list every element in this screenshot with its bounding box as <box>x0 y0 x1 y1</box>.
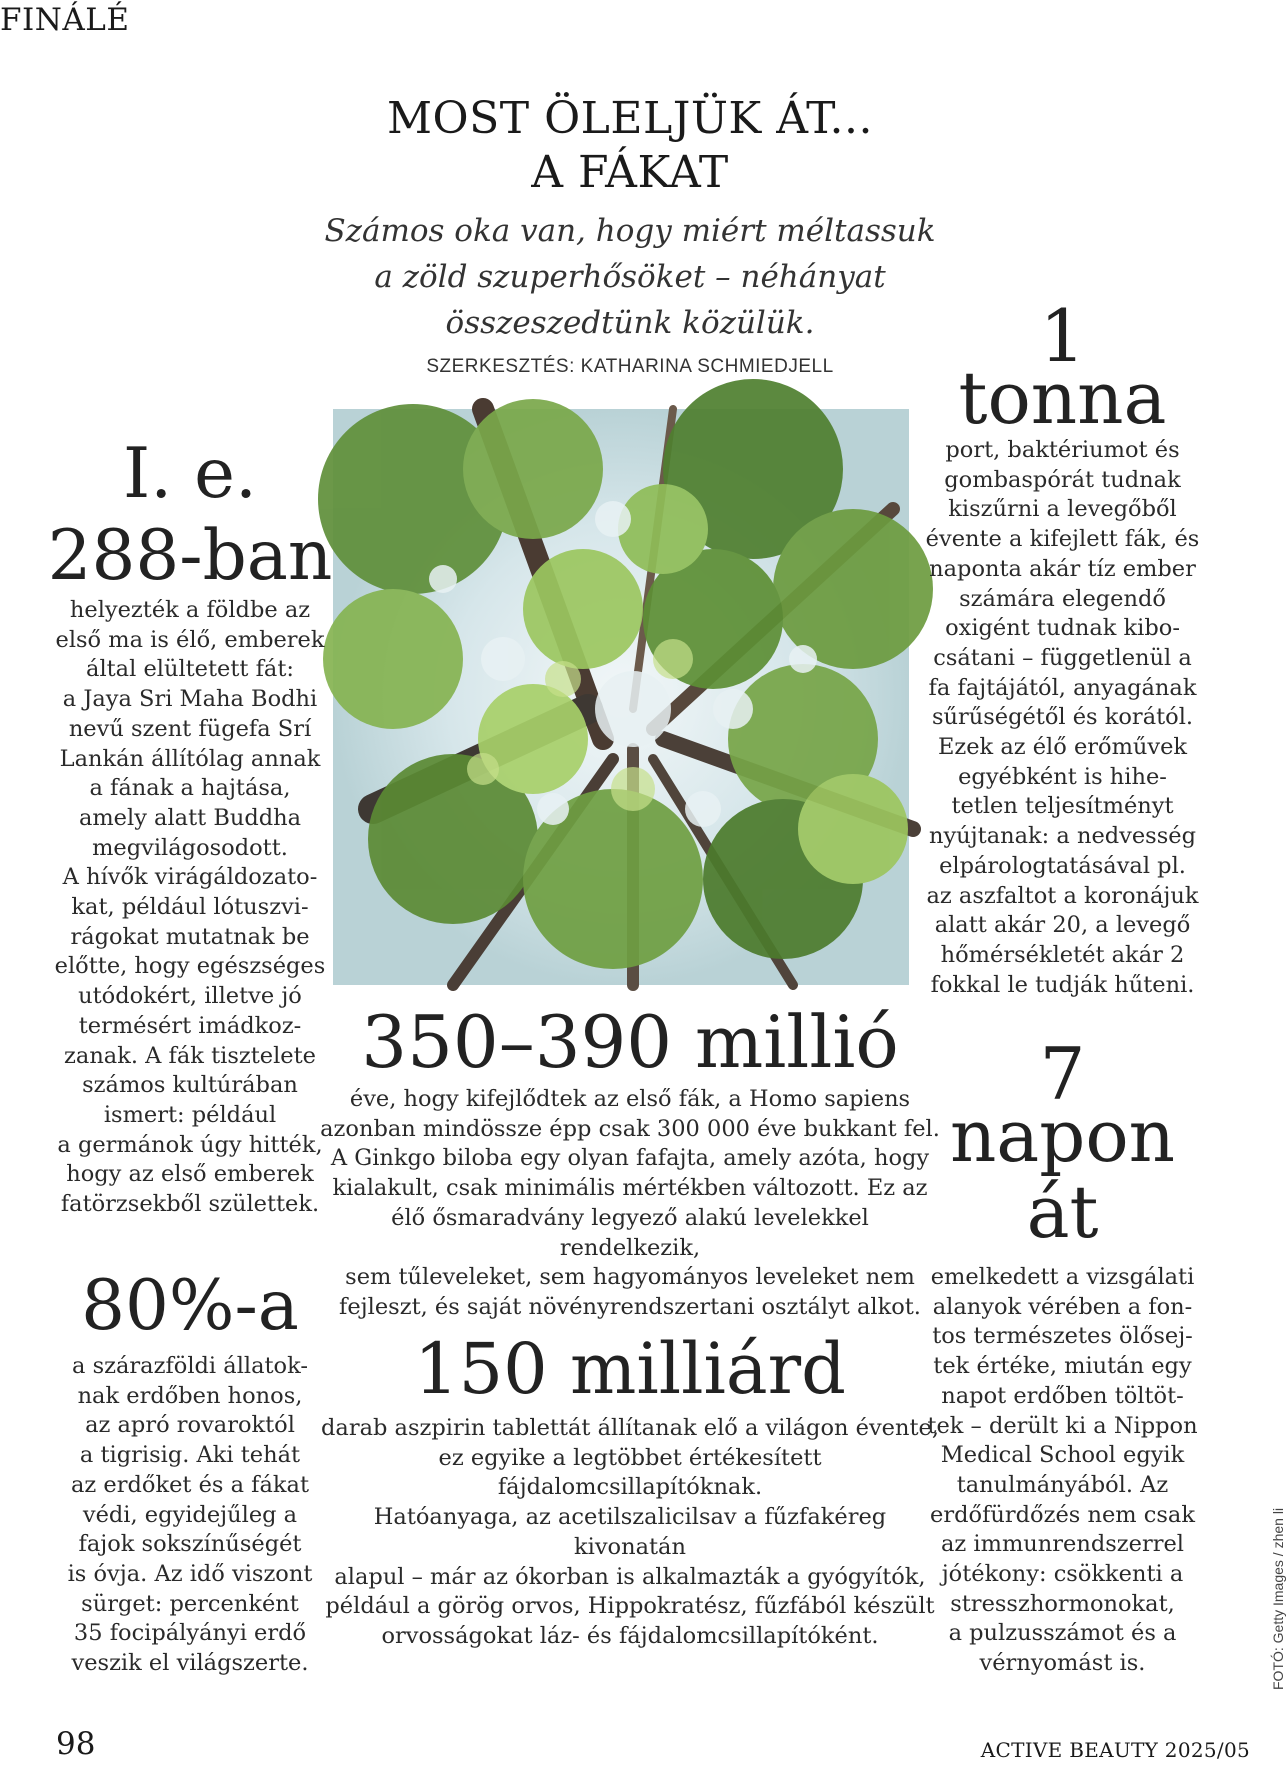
text-line: port, baktériumot és <box>945 437 1180 463</box>
text-line: gombaspórát tudnak <box>944 466 1181 493</box>
text-line: évente a kifejlett fák, és <box>925 526 1200 553</box>
text-line: fokkal le tudják hűteni. <box>930 971 1195 998</box>
text-line: sem tűleveleket, sem hagyományos leveleket nem <box>345 1264 915 1291</box>
tree-canopy-photo <box>333 409 909 985</box>
text-line: például a görög orvos, Hippokratész, fűzfából készült <box>325 1593 935 1620</box>
text-line: előtte, hogy egészséges <box>54 953 326 980</box>
text-line: emelkedett a vizsgálati <box>930 1264 1195 1290</box>
text-line: sürget: percenként <box>81 1590 299 1617</box>
text-line: számára elegendő <box>959 585 1166 612</box>
text-line: alatt akár 20, a levegő <box>934 912 1191 939</box>
fact-7-text <box>920 1263 1205 1679</box>
magazine-issue: ACTIVE BEAUTY 2025/05 <box>980 1738 1250 1762</box>
text-line: által elültetett fát: <box>86 656 294 683</box>
text-line: ez egyike a legtöbbet értékesített fájdalomcsillapítóknak. <box>438 1444 822 1501</box>
text-line: a Jaya Sri Maha Bodhi <box>62 686 318 713</box>
text-line: Medical School egyik <box>940 1442 1185 1469</box>
title-line-2: A FÁKAT <box>531 147 729 198</box>
text-line: a germánok úgy hitték, <box>57 1131 323 1158</box>
fact-288-big-line-1: I. e. <box>123 434 257 514</box>
text-line: éve, hogy kifejlődtek az első fák, a Homo sapiens <box>349 1086 911 1112</box>
fact-7-big-line-1: 7 <box>1039 1032 1086 1116</box>
text-line: azonban mindössze épp csak 300 000 éve bukkant fel. <box>320 1115 940 1142</box>
text-line: élő ősmaradvány legyező alakú levelekkel rendelkezik, <box>391 1204 869 1261</box>
title-line-1: MOST ÖLELJÜK ÁT... <box>386 93 874 144</box>
fact-150-text <box>320 1414 940 1652</box>
text-line: jótékony: csökkenti a <box>941 1561 1184 1588</box>
text-line: A hívők virágáldozato- <box>62 864 318 891</box>
text-line: amely alatt Buddha <box>78 804 302 831</box>
fact-288-big-line-2: 288-ban <box>47 516 333 596</box>
text-line: is óvja. Az idő viszont <box>67 1560 313 1587</box>
text-line: darab aszpirin tablettát állítanak elő a világon évente, <box>321 1415 939 1441</box>
page-number: 98 <box>56 1726 96 1762</box>
text-line: napot erdőben töltöt- <box>941 1382 1184 1409</box>
text-line: helyezték a földbe az <box>69 597 311 623</box>
text-line: stresszhormonokat, <box>950 1590 1175 1617</box>
lede-line-2: a zöld szuperhősöket – néhányat <box>374 259 886 295</box>
text-line: első ma is élő, emberek <box>55 626 325 653</box>
tree-canopy-illustration <box>333 409 909 985</box>
text-line: termésért imádkoz- <box>78 1012 302 1039</box>
text-line: védi, egyidejűleg a <box>82 1501 298 1528</box>
photo-credit: FOTÓ: Getty Images / zhen li <box>1270 1507 1286 1690</box>
text-line: orvosságokat láz- és fájdalomcsillapítóként. <box>381 1622 879 1649</box>
fact-350-text <box>320 1085 940 1323</box>
text-line: hőmérsékletét akár 2 <box>940 941 1185 968</box>
text-line: tek – derült ki a Nippon <box>927 1412 1198 1439</box>
lede-line-1: Számos oka van, hogy miért méltassuk <box>324 213 936 249</box>
text-line: fatörzsekből születtek. <box>60 1191 320 1218</box>
text-line: kialakult, csak minimális mértékben változott. Ez az <box>332 1175 928 1202</box>
text-line: 35 focipályányi erdő <box>73 1620 307 1647</box>
text-line: nevű szent fügefa Srí <box>68 715 312 742</box>
text-line: fejleszt, és saját növényrendszertani osztályt alkot. <box>339 1293 921 1320</box>
text-line: az aszfaltot a koronájuk <box>926 882 1199 909</box>
text-line: Hatóanyaga, az acetilszalicilsav a fűzfakéreg kivonatán <box>373 1504 887 1560</box>
text-line: ismert: például <box>103 1101 277 1128</box>
fact-150-big: 150 milliárd <box>414 1328 846 1410</box>
text-line: Ezek az élő erőművek <box>937 734 1188 761</box>
text-line: nyújtanak: a nedvesség <box>928 823 1196 850</box>
text-line: fa fajtájától, anyagának <box>928 674 1197 701</box>
fact-1t-text <box>920 436 1205 1000</box>
fact-7-big-line-2: napon <box>949 1094 1176 1178</box>
text-line: az erdőket és a fákat <box>71 1471 309 1498</box>
text-line: az apró rovaroktól <box>85 1412 295 1439</box>
text-line: számos kultúrában <box>82 1072 298 1099</box>
text-line: rágokat mutatnak be <box>70 923 310 950</box>
fact-288-text <box>30 596 350 1220</box>
text-line: alanyok vérében a fon- <box>932 1293 1193 1320</box>
fact-80-text <box>30 1352 350 1679</box>
fact-80-big: 80%-a <box>81 1266 299 1346</box>
text-line: a szárazföldi állatok- <box>72 1353 308 1379</box>
text-line: kat, például lótuszvi- <box>71 894 309 921</box>
text-line: vérnyomást is. <box>979 1650 1146 1677</box>
text-line: zanak. A fák tisztelete <box>64 1042 316 1069</box>
text-line: a tigrisig. Aki tehát <box>79 1442 301 1469</box>
text-line: Lankán állítólag annak <box>59 745 321 772</box>
text-line: tos természetes ölősej- <box>932 1323 1193 1350</box>
text-line: az immunrendszerrel <box>941 1531 1184 1558</box>
fact-1t-big-line-2: tonna <box>958 356 1167 440</box>
text-line: a pulzusszámot és a <box>948 1620 1177 1647</box>
section-tag: FINÁLÉ <box>0 2 130 38</box>
fact-7-big-line-3: át <box>1026 1170 1099 1254</box>
text-line: csátani – függetlenül a <box>933 644 1192 671</box>
text-line: nak erdőben honos, <box>77 1382 303 1409</box>
text-line: A Ginkgo biloba egy olyan fafajta, amely azóta, hogy <box>330 1145 930 1172</box>
text-line: kiszűrni a levegőből <box>948 496 1177 523</box>
text-line: a fának a hajtása, <box>89 775 291 802</box>
text-line: tetlen teljesítményt <box>951 793 1174 820</box>
article-title <box>330 92 930 200</box>
text-line: megvilágosodott. <box>92 834 288 861</box>
text-line: naponta akár tíz ember <box>929 555 1196 582</box>
fact-1t-big-line-1: 1 <box>1039 294 1086 378</box>
text-line: fajok sokszínűségét <box>78 1531 302 1558</box>
text-line: tek értéke, miután egy <box>933 1353 1192 1380</box>
fact-350-big: 350–390 millió <box>361 1000 899 1084</box>
text-line: veszik el világszerte. <box>71 1650 309 1677</box>
text-line: sűrűségétől és korától. <box>931 704 1194 731</box>
text-line: oxigént tudnak kibo- <box>945 615 1180 642</box>
article-lede <box>315 208 945 346</box>
text-line: tanulmányából. Az <box>956 1471 1169 1498</box>
text-line: egyébként is hihe- <box>958 763 1167 790</box>
text-line: hogy az első emberek <box>66 1161 314 1188</box>
text-line: erdőfürdőzés nem csak <box>930 1501 1195 1528</box>
text-line: utódokért, illetve jó <box>78 983 302 1010</box>
text-line: alapul – már az ókorban is alkalmazták a gyógyítók, <box>334 1563 926 1590</box>
text-line: elpárologtatásával pl. <box>939 852 1186 879</box>
lede-line-3: összeszedtünk közülük. <box>445 305 815 341</box>
byline: SZERKESZTÉS: KATHARINA SCHMIEDJELL <box>426 356 834 377</box>
